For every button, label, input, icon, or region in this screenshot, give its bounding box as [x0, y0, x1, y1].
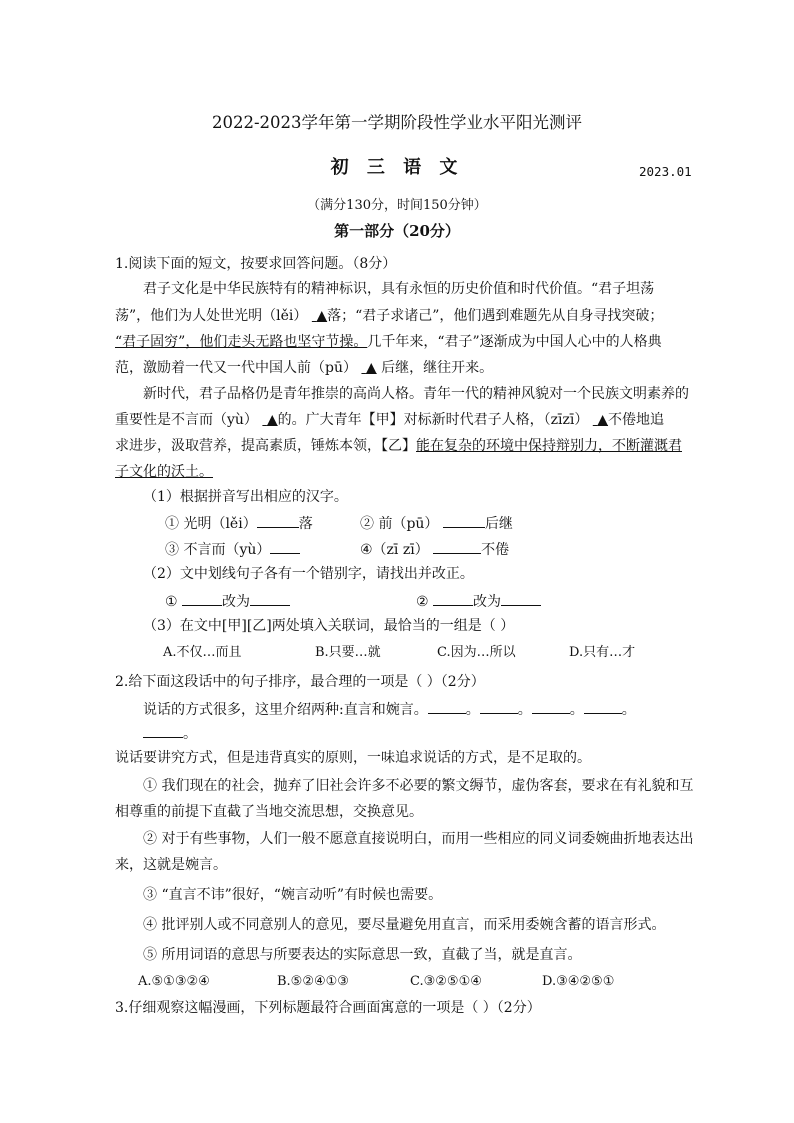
- answer-blank[interactable]: [250, 590, 290, 606]
- q2-sentence-4: ④ 批评别人或不同意别人的意见，要尽量避免用直言，而采用委婉含蓄的语言形式。: [143, 917, 666, 933]
- q2-sentence-2-line2: 来，这就是婉言。: [115, 857, 227, 873]
- q1-sub2-a: ① 改为: [165, 590, 290, 612]
- q1-p2-line2: 重要性是不言而（yù） ▲的。广大青年【甲】对标新时代君子人格，（zīzī） ▲不倦地追: [115, 412, 665, 428]
- answer-blank[interactable]: [443, 512, 485, 528]
- part-heading: 第一部分（20分）: [334, 222, 460, 240]
- answer-blank[interactable]: [584, 698, 622, 714]
- q2-sentence-1-line2: 相尊重的前提下直截了当地交流思想，交换意见。: [115, 804, 423, 820]
- q1-sub2: （2）文中划线句子各有一个错别字，请找出并改正。: [143, 566, 474, 582]
- exam-info: （满分130分，时间150分钟）: [307, 198, 487, 213]
- q1-option-a[interactable]: A.不仅…而且: [163, 645, 242, 660]
- answer-blank[interactable]: [182, 590, 222, 606]
- q2-sentence-3: ③ “直言不讳”很好，“婉言动听”有时候也需要。: [143, 887, 443, 903]
- answer-blank[interactable]: [270, 538, 300, 554]
- q2-stem: 2.给下面这段话中的句子排序，最合理的一项是（ ）（2分）: [115, 674, 485, 690]
- q1-sub1-c: ③ 不言而（yù）: [165, 538, 300, 560]
- blank-mark: ▲: [365, 360, 377, 376]
- q1-sub2-b: ② 改为: [416, 590, 541, 612]
- exam-date: 2023.01: [639, 164, 692, 179]
- q1-sub3: （3）在文中[甲][乙]两处填入关联词，最恰当的一组是（ ）: [143, 618, 515, 634]
- q2-option-c[interactable]: C.③②⑤①④: [410, 974, 482, 989]
- answer-blank[interactable]: [257, 512, 299, 528]
- q2-sentence-2-line1: ② 对于有些事物，人们一般不愿意直接说明白，而用一些相应的同义词委婉曲折地表达出: [143, 831, 694, 847]
- q1-option-c[interactable]: C.因为…所以: [437, 645, 516, 660]
- q1-p2-line3: 求进步，汲取营养，提高素质，锤炼本领，【乙】能在复杂的环境中保持辩别力，不断灌溉君: [115, 438, 682, 454]
- subject-title: 初 三 语 文: [330, 157, 464, 178]
- q1-sub1-a: ① 光明（lěi） 落: [165, 512, 313, 534]
- answer-blank[interactable]: [532, 698, 570, 714]
- q1-stem: 1.阅读下面的短文，按要求回答问题。（8分）: [115, 256, 397, 272]
- q1-sub1-b: ② 前（pū） 后继: [360, 512, 513, 534]
- q1-sub1: （1）根据拼音写出相应的汉字。: [143, 489, 348, 505]
- q1-p1-line1: 君子文化是中华民族特有的精神标识，具有永恒的历史价值和时代价值。“君子坦荡: [143, 281, 655, 297]
- answer-blank[interactable]: [433, 538, 481, 554]
- underlined-sentence-2: 能在复杂的环境中保持辩别力，不断灌溉君: [416, 438, 682, 454]
- q1-option-b[interactable]: B.只要…就: [315, 645, 381, 660]
- q1-p1-line2: 荡”，他们为人处世光明（lěi） ▲落；“君子求诸己”，他们遇到难题先从自身寻找突破；: [115, 308, 664, 324]
- answer-blank[interactable]: [428, 698, 466, 714]
- q1-p1-line3: “君子固穷”，他们走头无路也坚守节操。几千年来，“君子”逐渐成为中国人心中的人格典: [115, 334, 662, 350]
- q1-sub1-d: ④（zī zī） 不倦: [360, 538, 509, 560]
- exam-title: 2022-2023学年第一学期阶段性学业水平阳光测评: [211, 113, 583, 132]
- q2-blank-line: 。: [143, 722, 197, 744]
- q1-option-d[interactable]: D.只有…才: [569, 645, 636, 660]
- q2-option-a[interactable]: A.⑤①③②④: [138, 974, 210, 989]
- blank-mark: ▲: [597, 412, 609, 428]
- q1-p1-line4: 范，激励着一代又一代中国人前（pū） ▲ 后继，继往开来。: [115, 360, 494, 376]
- q2-intro: 说话的方式很多，这里介绍两种:直言和婉言。 。 。 。 。: [143, 698, 636, 720]
- answer-blank[interactable]: [480, 698, 518, 714]
- q2-option-d[interactable]: D.③④②⑤①: [542, 974, 615, 989]
- blank-mark: ▲: [316, 308, 328, 324]
- answer-blank[interactable]: [143, 722, 183, 738]
- answer-blank[interactable]: [433, 590, 473, 606]
- q1-p2-line4: 子文化的沃土。: [115, 464, 213, 480]
- q2-option-b[interactable]: B.⑤②④①③: [277, 974, 349, 989]
- blank-mark: ▲: [266, 412, 278, 428]
- q2-conclusion: 说话要讲究方式，但是违背真实的原则，一味追求说话的方式，是不足取的。: [115, 750, 591, 766]
- q1-p2-line1: 新时代，君子品格仍是青年推崇的高尚人格。青年一代的精神风貌对一个民族文明素养的: [143, 386, 689, 402]
- q2-sentence-5: ⑤ 所用词语的意思与所要表达的实际意思一致，直截了当，就是直言。: [143, 947, 582, 963]
- underlined-sentence-1: “君子固穷”，他们走头无路也坚守节操。: [115, 334, 368, 350]
- answer-blank[interactable]: [501, 590, 541, 606]
- q2-sentence-1-line1: ① 我们现在的社会，抛弃了旧社会许多不必要的繁文缛节，虚伪客套，要求在有礼貌和互: [143, 778, 694, 794]
- q3-stem: 3.仔细观察这幅漫画，下列标题最符合画面寓意的一项是（ ）（2分）: [115, 1000, 541, 1016]
